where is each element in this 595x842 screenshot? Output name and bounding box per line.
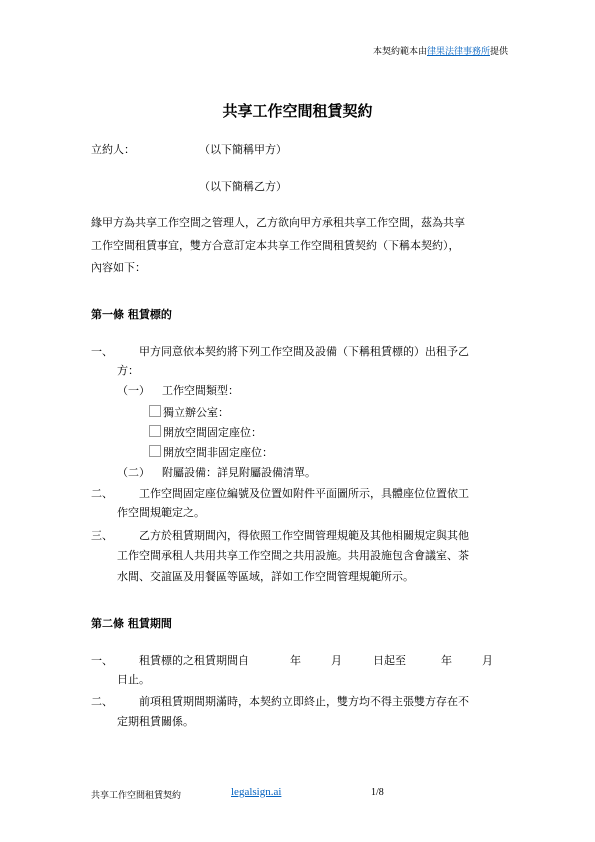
article-2-item-2-number: 二、 [91,695,113,708]
document-title: 共享工作空間租賃契約 [222,102,373,120]
article-2-item-2-line-2: 定期租賃關係。 [117,715,194,728]
lease-period-from-label: 租賃標的之租賃期間自 [139,654,249,667]
page-header [373,44,508,57]
option-hot-desk-label: 開放空間非固定座位： [163,446,273,459]
article-1-item-3-line-3: 水間、交誼區及用餐區等區域，詳如工作空間管理規範所示。 [117,570,414,583]
intro-line-2: 工作空間租賃事宜，雙方合意訂定本共享工作空間租賃契約（下稱本契約）， [91,239,460,252]
checkbox-fixed-seat[interactable] [149,425,161,437]
article-1-item-2-line-1: 工作空間固定座位編號及位置如附件平面圖所示，具體座位位置依工 [139,487,469,500]
lease-start-month-label: 月 [331,654,342,667]
lease-start-year-label: 年 [290,654,301,667]
article-1-sub-2-number: （二） [117,466,150,479]
article-1-sub-2-text: 附屬設備：詳見附屬設備清單。 [162,466,316,479]
option-fixed-seat[interactable] [149,425,262,440]
article-1-item-3-number: 三、 [91,529,113,542]
article-2-item-2-line-1: 前項租賃期間期滿時，本契約立即終止，雙方均不得主張雙方存在不 [139,695,469,708]
checkbox-private-office[interactable] [149,405,161,417]
footer-legalsign-link[interactable]: legalsign.ai [231,786,282,798]
article-1-item-2-number: 二、 [91,487,113,500]
party-a-note: （以下簡稱甲方） [199,143,287,156]
article-1-sub-1-text: 工作空間類型： [162,384,239,397]
lease-end-day-label: 日止。 [117,673,150,686]
article-1-item-1-number: 一、 [91,345,113,358]
article-2-heading: 第二條 租賃期間 [91,617,172,630]
article-1-item-3-line-1: 乙方於租賃期間內，得依照工作空間管理規範及其他相關規定與其他 [139,529,469,542]
lease-end-year-label: 年 [441,654,452,667]
article-1-item-2-line-2: 作空間規範定之。 [117,506,205,519]
lease-start-day-label: 日起至 [373,654,406,667]
article-2-item-1-number: 一、 [91,654,113,667]
intro-line-3: 內容如下： [91,261,146,274]
option-hot-desk[interactable] [149,445,273,460]
law-firm-link[interactable]: 律果法律事務所 [426,47,490,57]
option-fixed-seat-label: 開放空間固定座位： [163,426,262,439]
header-suffix: 提供 [489,47,508,57]
article-1-item-1-line-1: 甲方同意依本契約將下列工作空間及設備（下稱租賃標的）出租予乙 [139,345,469,358]
party-b-note: （以下簡稱乙方） [199,180,287,193]
option-private-office-label: 獨立辦公室： [163,406,229,419]
article-1-item-3-line-2: 工作空間承租人共用共享工作空間之共用設施。共用設施包含會議室、茶 [117,549,469,562]
checkbox-hot-desk[interactable] [149,445,161,457]
footer-document-name: 共享工作空間租賃契約 [91,791,182,801]
parties-label: 立約人： [91,143,135,156]
lease-end-month-label: 月 [482,654,493,667]
intro-line-1: 緣甲方為共享工作空間之管理人，乙方欲向甲方承租共享工作空間，茲為共享 [91,216,465,229]
article-1-sub-1-number: （一） [117,384,150,397]
footer-page-number: 1/8 [371,787,384,798]
header-prefix: 本契約範本由 [372,47,427,57]
article-1-item-1-line-2: 方： [117,364,139,377]
article-1-heading: 第一條 租賃標的 [91,308,172,321]
option-private-office[interactable] [149,405,229,420]
